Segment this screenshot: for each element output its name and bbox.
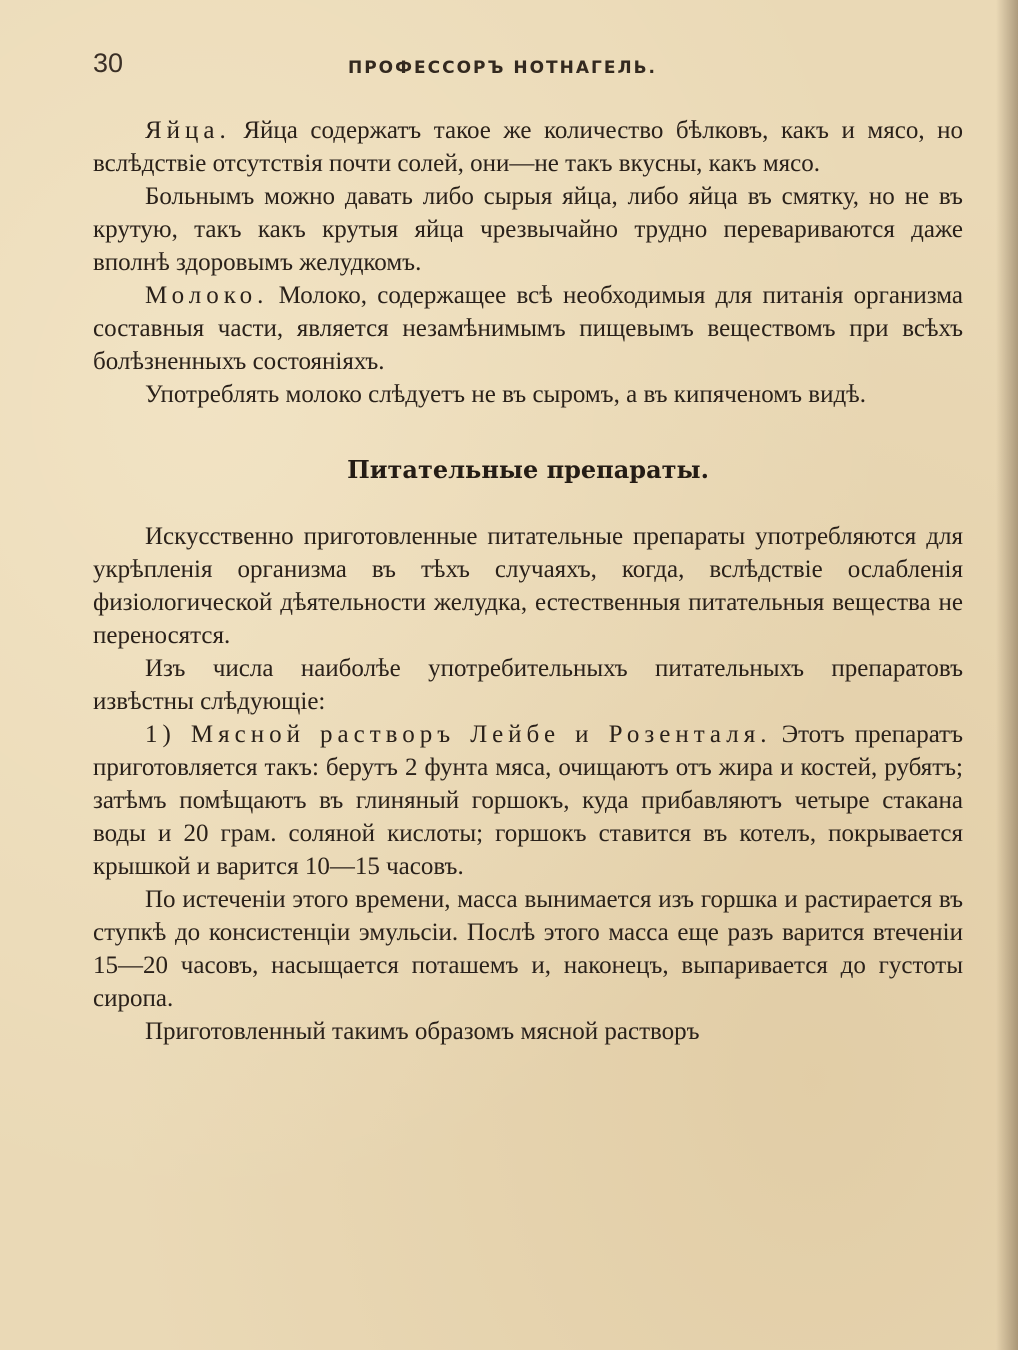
paragraph-milk: [93, 279, 963, 378]
section-heading: Питательные препараты.: [347, 455, 709, 484]
paragraph-text: Молоко, содержащее всѣ необходимыя для питанія организма составныя части, является незамѣнимымъ пищевымъ веществомъ при всѣхъ болѣзненныхъ состояніяхъ.: [93, 282, 963, 375]
paragraph-processing: По истеченіи этого времени, масса вынимается изъ горшка и растирается въ ступкѣ до консистенціи эмульсіи. Послѣ этого масса еще разъ варится втеченіи 15—20 часовъ, насыщается поташемъ и, наконецъ, выпаривается до густоты сиропа.: [93, 886, 963, 1012]
book-page: [93, 48, 963, 1048]
body-text: [93, 114, 963, 1048]
paragraph-label: Яйца.: [145, 117, 231, 144]
paragraph-milk-advice: Употреблять молоко слѣдуетъ не въ сыромъ, а въ кипяченомъ видѣ.: [145, 381, 867, 408]
running-title: ПРОФЕССОРЪ НОТНАГЕЛЬ.: [348, 58, 658, 78]
paragraph-text: Яйца содержатъ такое же количество бѣлковъ, какъ и мясо, но вслѣдствіе отсутствія почти солей, они—не такъ вкусны, какъ мясо.: [93, 117, 964, 177]
paragraph-continued: Приготовленный такимъ образомъ мясной растворъ: [145, 1018, 700, 1045]
paragraph-label: Молоко.: [145, 282, 269, 309]
paragraph-eggs: [93, 114, 963, 180]
paragraph-preparations-list: Изъ числа наиболѣе употребительныхъ питательныхъ препаратовъ извѣстны слѣдующіе:: [93, 655, 963, 715]
paragraph-preparations-intro: Искусственно приготовленные питательные препараты употребляются для укрѣпленія организма въ тѣхъ случаяхъ, когда, вслѣдствіе ослабленія физіологической дѣятельности желудка, естественныя питательныя вещества не переносятся.: [93, 523, 963, 649]
paragraph-text: Этотъ препаратъ приготовляется такъ: берутъ 2 фунта мяса, очищаютъ отъ жира и костей, рубятъ; затѣмъ помѣщаютъ въ глиняный горшокъ, куда прибавляютъ четыре стакана воды и 20 грам. соляной кислоты; горшокъ ставится въ котелъ, покрывается крышкой и варится 10—15 часовъ.: [93, 721, 964, 880]
page-number: 30: [93, 48, 124, 78]
paragraph-label: 1) Мясной растворъ Лейбе и Розенталя.: [145, 721, 772, 748]
page-edge-shadow: [996, 0, 1018, 1350]
paragraph-meat-solution: [93, 718, 963, 883]
paragraph-eggs-advice: Больнымъ можно давать либо сырыя яйца, либо яйца въ смятку, но не въ крутую, такъ какъ крутыя яйца чрезвычайно трудно перевариваются даже вполнѣ здоровымъ желудкомъ.: [93, 183, 963, 276]
running-head: [93, 48, 963, 88]
